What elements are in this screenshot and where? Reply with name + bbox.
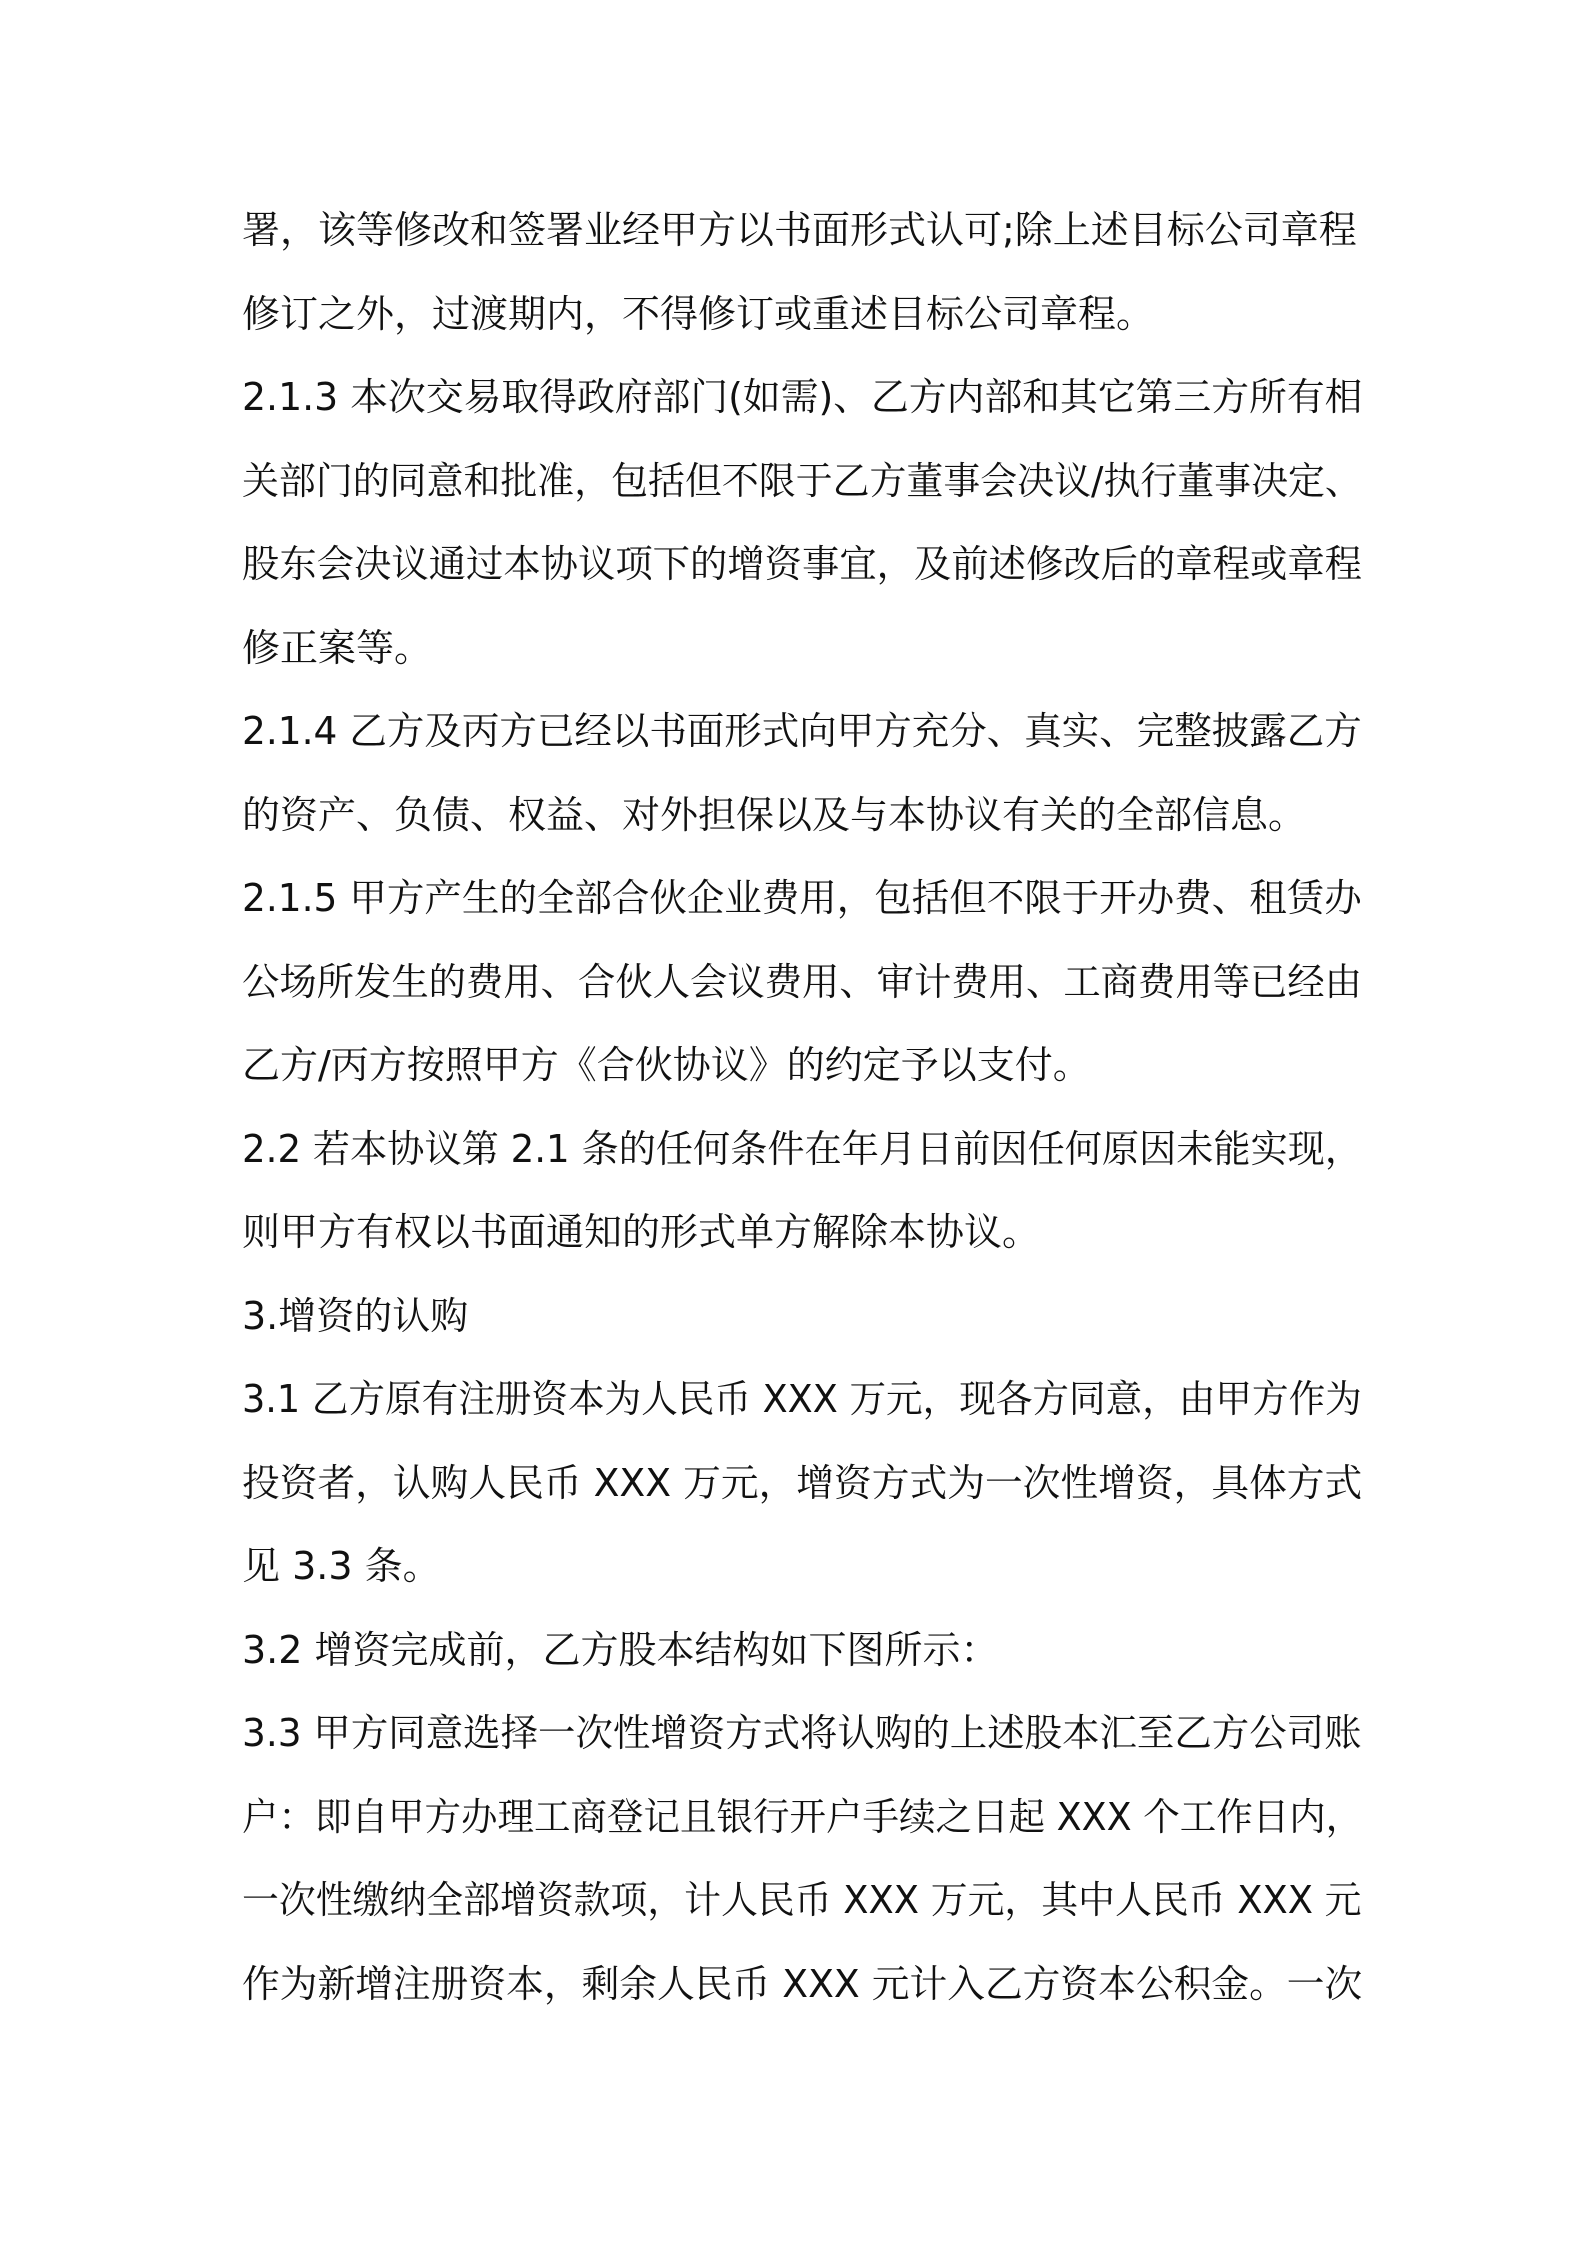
text-line: 2.1.5 甲方产生的全部合伙企业费用，包括但不限于开办费、租赁办 <box>242 876 1362 920</box>
text-line: 署，该等修改和签署业经甲方以书面形式认可;除上述目标公司章程 <box>242 208 1357 252</box>
text-line: 则甲方有权以书面通知的形式单方解除本协议。 <box>242 1210 1041 1254</box>
text-line: 户：即自甲方办理工商登记且银行开户手续之日起 XXX 个工作日内， <box>242 1795 1363 1839</box>
section-heading: 3.增资的认购 <box>242 1294 469 1338</box>
text-line: 2.1.3 本次交易取得政府部门(如需)、乙方内部和其它第三方所有相 <box>242 375 1363 419</box>
text-line: 公场所发生的费用、合伙人会议费用、审计费用、工商费用等已经由 <box>242 960 1363 1004</box>
text-line: 见 3.3 条。 <box>242 1544 441 1588</box>
text-line: 作为新增注册资本，剩余人民币 XXX 元计入乙方资本公积金。一次 <box>242 1962 1363 2006</box>
text-line: 的资产、负债、权益、对外担保以及与本协议有关的全部信息。 <box>242 793 1307 837</box>
text-line: 2.1.4 乙方及丙方已经以书面形式向甲方充分、真实、完整披露乙方 <box>242 709 1362 753</box>
text-line: 2.2 若本协议第 2.1 条的任何条件在年月日前因任何原因未能实现， <box>242 1127 1363 1171</box>
text-line: 关部门的同意和批准，包括但不限于乙方董事会决议/执行董事决定、 <box>242 459 1362 503</box>
text-line: 投资者，认购人民币 XXX 万元，增资方式为一次性增资，具体方式 <box>242 1461 1363 1505</box>
text-line: 股东会决议通过本协议项下的增资事宜，及前述修改后的章程或章程 <box>242 542 1363 586</box>
text-line: 修订之外，过渡期内，不得修订或重述目标公司章程。 <box>242 292 1155 336</box>
text-line: 3.2 增资完成前，乙方股本结构如下图所示： <box>242 1628 999 1672</box>
text-line: 3.3 甲方同意选择一次性增资方式将认购的上述股本汇至乙方公司账 <box>242 1711 1362 1755</box>
text-line: 3.1 乙方原有注册资本为人民币 XXX 万元，现各方同意，由甲方作为 <box>242 1377 1362 1421</box>
text-line: 一次性缴纳全部增资款项，计人民币 XXX 万元，其中人民币 XXX 元 <box>242 1878 1362 1922</box>
text-line: 修正案等。 <box>242 626 433 670</box>
text-line: 乙方/丙方按照甲方《合伙协议》的约定予以支付。 <box>242 1043 1091 1087</box>
